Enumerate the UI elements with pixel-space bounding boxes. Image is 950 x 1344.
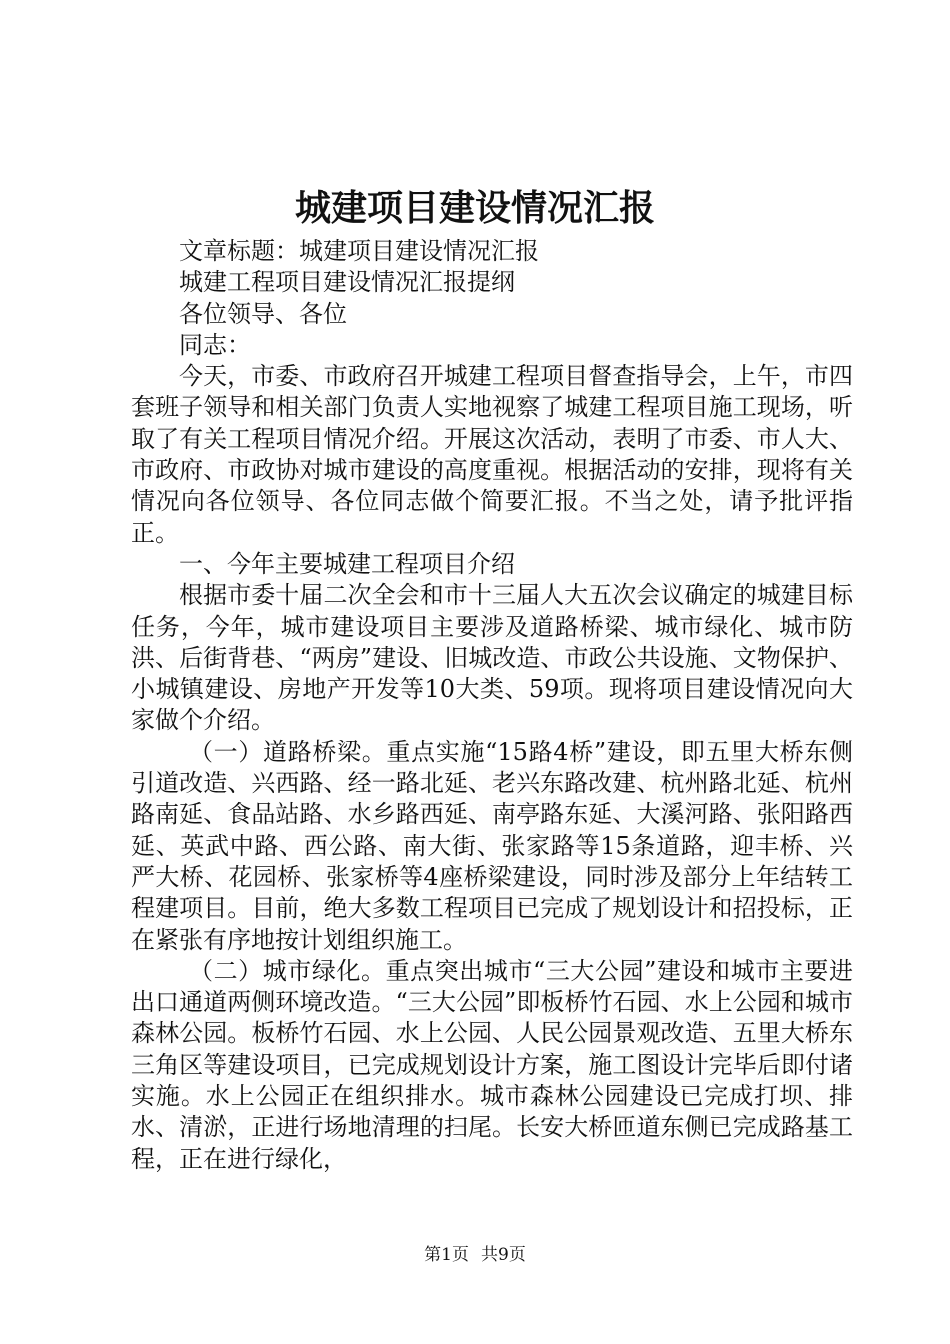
roads-bridges-paragraph: （一）道路桥梁。重点实施“15路4桥”建设，即五里大桥东侧引道改造、兴西路、经一路北延、老兴东路改建、杭州路北延、杭州路南延、食品站路、水乡路西延、南亭路东延、大溪河路、张阳路西延、英武中路、西公路、南大街、张家路等15条道路，迎丰桥、兴严大桥、花园桥、张家桥等4座桥梁建设，同时涉及部分上年结转工程建项目。目前，绝大多数工程项目已完成了规划设计和招投标，正在紧张有序地按计划组织施工。 xyxy=(131,737,853,954)
page-total: 共9页 xyxy=(481,1245,526,1265)
article-title-line: 文章标题：城建项目建设情况汇报 xyxy=(179,237,539,265)
page-footer xyxy=(0,1243,950,1267)
salutation-continued-line: 同志： xyxy=(179,330,251,359)
page-number: 第1页 xyxy=(424,1245,469,1265)
document-body xyxy=(131,236,853,1175)
section-overview-paragraph: 根据市委十届二次全会和市十三届人大五次会议确定的城建目标任务，今年，城市建设项目主要涉及道路桥梁、城市绿化、城市防洪、后街背巷、“两房”建设、旧城改造、市政公共设施、文物保护、小城镇建设、房地产开发等10大类、59项。现将项目建设情况向大家做个介绍。 xyxy=(131,581,853,735)
urban-greening-paragraph: （二）城市绿化。重点突出城市“三大公园”建设和城市主要进出口通道两侧环境改造。“三大公园”即板桥竹石园、水上公园和城市森林公园。板桥竹石园、水上公园、人民公园景观改造、五里大桥东三角区等建设项目，已完成规划设计方案，施工图设计完毕后即付诸实施。水上公园正在组织排水。城市森林公园建设已完成打坝、排水、清淤，正进行场地清理的扫尾。长安大桥匝道东侧已完成路基工程，正在进行绿化， xyxy=(131,956,853,1173)
document-title: 城建项目建设情况汇报 xyxy=(294,187,655,229)
section-heading: 一、今年主要城建工程项目介绍 xyxy=(179,549,515,578)
outline-title-line: 城建工程项目建设情况汇报提纲 xyxy=(179,268,515,297)
salutation-line: 各位领导、各位 xyxy=(179,299,347,328)
intro-paragraph: 今天，市委、市政府召开城建工程项目督查指导会，上午，市四套班子领导和相关部门负责人实地视察了城建工程项目施工现场，听取了有关工程项目情况介绍。开展这次活动，表明了市委、市人大、市政府、市政协对城市建设的高度重视。根据活动的安排，现将有关情况向各位领导、各位同志做个简要汇报。不当之处，请予批评指正。 xyxy=(131,362,853,547)
